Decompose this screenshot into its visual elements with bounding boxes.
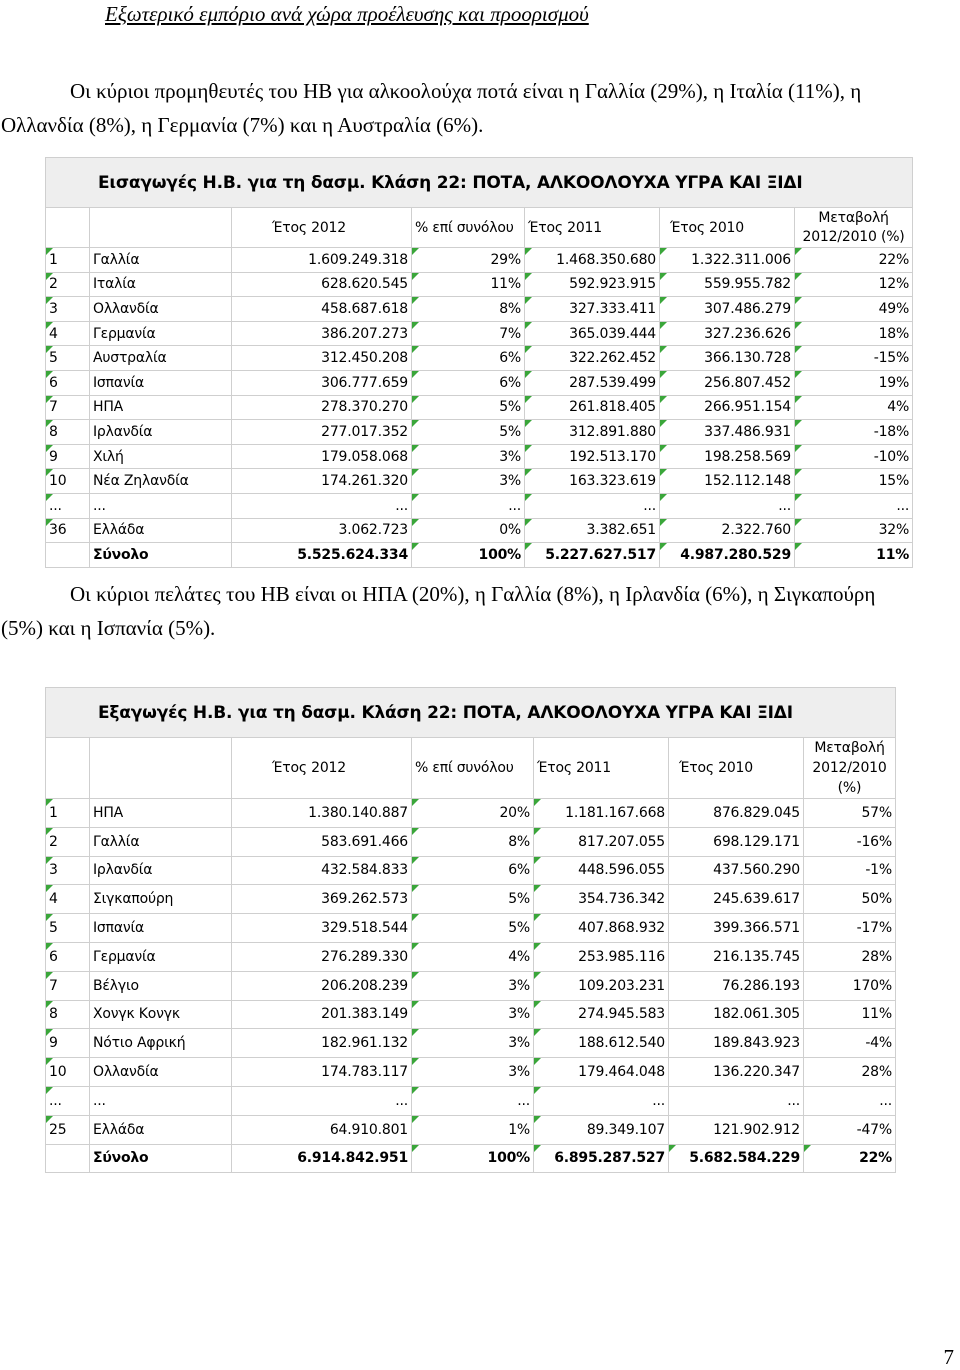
year-2012-cell: ... xyxy=(232,493,412,518)
year-2011-cell: 407.868.932 xyxy=(534,914,669,943)
country-cell: Γαλλία xyxy=(90,827,232,856)
header-year-2010: Έτος 2010 xyxy=(669,738,804,799)
year-2011-cell: 365.039.444 xyxy=(525,321,660,346)
year-2012-cell: 3.062.723 xyxy=(232,518,412,543)
change-cell: 170% xyxy=(804,971,896,1000)
share-cell: 8% xyxy=(412,827,534,856)
year-2010-cell: 245.639.617 xyxy=(669,885,804,914)
table-row xyxy=(46,1115,896,1144)
rank-cell: 36 xyxy=(46,518,90,543)
year-2011-cell: 253.985.116 xyxy=(534,942,669,971)
header-year-2012: Έτος 2012 xyxy=(232,208,412,248)
rank-cell: 2 xyxy=(46,827,90,856)
change-cell: 28% xyxy=(804,1058,896,1087)
change-cell: 32% xyxy=(795,518,913,543)
country-cell: Ελλάδα xyxy=(90,518,232,543)
share-cell: 3% xyxy=(412,1058,534,1087)
year-2011-cell: 89.349.107 xyxy=(534,1115,669,1144)
table-row xyxy=(46,1000,896,1029)
table-row xyxy=(46,1086,896,1115)
total-year-2010: 4.987.280.529 xyxy=(660,543,795,568)
change-cell: 18% xyxy=(795,321,913,346)
table-row xyxy=(46,1058,896,1087)
rank-cell: 4 xyxy=(46,885,90,914)
change-cell: 57% xyxy=(804,799,896,828)
share-cell: 3% xyxy=(412,469,525,494)
country-cell: Ισπανία xyxy=(90,370,232,395)
table-row xyxy=(46,799,896,828)
share-cell: 5% xyxy=(412,885,534,914)
section-heading: Εξωτερικό εμπόριο ανά χώρα προέλευσης και προορισμού xyxy=(105,2,589,26)
year-2011-cell: 109.203.231 xyxy=(534,971,669,1000)
imports-table xyxy=(45,157,913,568)
total-rank-cell xyxy=(46,543,90,568)
year-2011-cell: 163.323.619 xyxy=(525,469,660,494)
rank-cell: ... xyxy=(46,493,90,518)
rank-cell: 25 xyxy=(46,1115,90,1144)
country-cell: ΗΠΑ xyxy=(90,799,232,828)
year-2010-cell: 437.560.290 xyxy=(669,856,804,885)
country-cell: ... xyxy=(90,1086,232,1115)
table-row xyxy=(46,885,896,914)
change-cell: -15% xyxy=(795,346,913,371)
change-cell: ... xyxy=(795,493,913,518)
change-cell: -10% xyxy=(795,444,913,469)
year-2012-cell: 369.262.573 xyxy=(232,885,412,914)
total-change: 11% xyxy=(795,543,913,568)
rank-cell: 7 xyxy=(46,395,90,420)
total-year-2011: 5.227.627.517 xyxy=(525,543,660,568)
change-cell: -47% xyxy=(804,1115,896,1144)
table-row xyxy=(46,1029,896,1058)
year-2012-cell: 277.017.352 xyxy=(232,420,412,445)
table-row xyxy=(46,856,896,885)
year-2011-cell: 1.181.167.668 xyxy=(534,799,669,828)
total-year-2010: 5.682.584.229 xyxy=(669,1144,804,1173)
rank-cell: 6 xyxy=(46,942,90,971)
share-cell: 3% xyxy=(412,444,525,469)
country-cell: Χιλή xyxy=(90,444,232,469)
year-2012-cell: 174.783.117 xyxy=(232,1058,412,1087)
table-row xyxy=(46,272,913,297)
year-2010-cell: 399.366.571 xyxy=(669,914,804,943)
year-2011-cell: 448.596.055 xyxy=(534,856,669,885)
year-2010-cell: 559.955.782 xyxy=(660,272,795,297)
header-rank xyxy=(46,738,90,799)
imports-table-body xyxy=(46,248,913,568)
change-cell: 22% xyxy=(795,248,913,273)
table-row xyxy=(46,420,913,445)
exports-table xyxy=(45,687,896,1173)
share-cell: 8% xyxy=(412,297,525,322)
table-row xyxy=(46,444,913,469)
change-cell: 4% xyxy=(795,395,913,420)
year-2011-cell: 817.207.055 xyxy=(534,827,669,856)
total-year-2012: 5.525.624.334 xyxy=(232,543,412,568)
share-cell: 7% xyxy=(412,321,525,346)
year-2010-cell: 136.220.347 xyxy=(669,1058,804,1087)
share-cell: ... xyxy=(412,1086,534,1115)
share-cell: 29% xyxy=(412,248,525,273)
paragraph-line: Οι κύριοι πελάτες του ΗΒ είναι οι ΗΠΑ (20%), η Γαλλία (8%), η Ιρλανδία (6%), η Σιγκαπούρη xyxy=(70,582,876,606)
change-cell: 28% xyxy=(804,942,896,971)
rank-cell: 3 xyxy=(46,297,90,322)
country-cell: Ισπανία xyxy=(90,914,232,943)
year-2011-cell: ... xyxy=(525,493,660,518)
year-2011-cell: 274.945.583 xyxy=(534,1000,669,1029)
year-2010-cell: 307.486.279 xyxy=(660,297,795,322)
country-cell: Γερμανία xyxy=(90,321,232,346)
table-row xyxy=(46,914,896,943)
page-number: 7 xyxy=(943,1345,954,1369)
exports-table-title: Εξαγωγές Η.Β. για τη δασμ. Κλάση 22: ΠΟΤΑ, ΑΛΚΟΟΛΟΥΧΑ ΥΓΡΑ ΚΑΙ ΞΙΔΙ xyxy=(46,688,896,738)
country-cell: Γερμανία xyxy=(90,942,232,971)
year-2010-cell: 121.902.912 xyxy=(669,1115,804,1144)
country-cell: ... xyxy=(90,493,232,518)
year-2011-cell: 312.891.880 xyxy=(525,420,660,445)
country-cell: Ιρλανδία xyxy=(90,856,232,885)
share-cell: 6% xyxy=(412,856,534,885)
share-cell: 3% xyxy=(412,1029,534,1058)
year-2010-cell: 256.807.452 xyxy=(660,370,795,395)
header-year-2011: Έτος 2011 xyxy=(525,208,660,248)
year-2012-cell: 432.584.833 xyxy=(232,856,412,885)
exports-intro-paragraph xyxy=(0,577,960,645)
table-row xyxy=(46,248,913,273)
year-2010-cell: ... xyxy=(669,1086,804,1115)
year-2011-cell: 188.612.540 xyxy=(534,1029,669,1058)
imports-table-title: Εισαγωγές Η.Β. για τη δασμ. Κλάση 22: ΠΟΤΑ, ΑΛΚΟΟΛΟΥΧΑ ΥΓΡΑ ΚΑΙ ΞΙΔΙ xyxy=(46,158,913,208)
year-2010-cell: 698.129.171 xyxy=(669,827,804,856)
header-year-2010: Έτος 2010 xyxy=(660,208,795,248)
total-share: 100% xyxy=(412,543,525,568)
rank-cell: 7 xyxy=(46,971,90,1000)
change-cell: -4% xyxy=(804,1029,896,1058)
exports-table-body xyxy=(46,799,896,1173)
table-row xyxy=(46,518,913,543)
year-2010-cell: 189.843.923 xyxy=(669,1029,804,1058)
rank-cell: 6 xyxy=(46,370,90,395)
paragraph-line: Ολλανδία (8%), η Γερμανία (7%) και η Αυστραλία (6%). xyxy=(1,113,484,137)
paragraph-line: (5%) και η Ισπανία (5%). xyxy=(1,616,216,640)
total-change: 22% xyxy=(804,1144,896,1173)
table-row xyxy=(46,395,913,420)
year-2010-cell: 152.112.148 xyxy=(660,469,795,494)
table-row xyxy=(46,297,913,322)
year-2012-cell: 174.261.320 xyxy=(232,469,412,494)
year-2012-cell: 386.207.273 xyxy=(232,321,412,346)
year-2012-cell: 64.910.801 xyxy=(232,1115,412,1144)
header-share: % επί συνόλου xyxy=(412,738,534,799)
share-cell: 1% xyxy=(412,1115,534,1144)
year-2010-cell: 198.258.569 xyxy=(660,444,795,469)
country-cell: Σιγκαπούρη xyxy=(90,885,232,914)
header-change: Μεταβολή 2012/2010 (%) xyxy=(804,738,896,799)
year-2012-cell: 329.518.544 xyxy=(232,914,412,943)
header-year-2011: Έτος 2011 xyxy=(534,738,669,799)
country-cell: Γαλλία xyxy=(90,248,232,273)
header-share: % επί συνόλου xyxy=(412,208,525,248)
total-share: 100% xyxy=(412,1144,534,1173)
share-cell: 6% xyxy=(412,346,525,371)
header-country xyxy=(90,738,232,799)
year-2011-cell: 592.923.915 xyxy=(525,272,660,297)
year-2010-cell: 182.061.305 xyxy=(669,1000,804,1029)
change-cell: -16% xyxy=(804,827,896,856)
country-cell: Ιταλία xyxy=(90,272,232,297)
country-cell: Ελλάδα xyxy=(90,1115,232,1144)
change-cell: 49% xyxy=(795,297,913,322)
year-2010-cell: 216.135.745 xyxy=(669,942,804,971)
header-rank xyxy=(46,208,90,248)
change-cell: ... xyxy=(804,1086,896,1115)
year-2011-cell: 354.736.342 xyxy=(534,885,669,914)
country-cell: Χονγκ Κονγκ xyxy=(90,1000,232,1029)
table-row xyxy=(46,971,896,1000)
share-cell: 5% xyxy=(412,420,525,445)
rank-cell: 9 xyxy=(46,444,90,469)
year-2012-cell: ... xyxy=(232,1086,412,1115)
change-cell: -18% xyxy=(795,420,913,445)
year-2012-cell: 1.380.140.887 xyxy=(232,799,412,828)
year-2011-cell: ... xyxy=(534,1086,669,1115)
rank-cell: 10 xyxy=(46,1058,90,1087)
year-2012-cell: 306.777.659 xyxy=(232,370,412,395)
share-cell: 3% xyxy=(412,1000,534,1029)
total-row xyxy=(46,543,913,568)
table-row xyxy=(46,827,896,856)
year-2010-cell: ... xyxy=(660,493,795,518)
country-cell: Ολλανδία xyxy=(90,297,232,322)
rank-cell: 9 xyxy=(46,1029,90,1058)
year-2010-cell: 1.322.311.006 xyxy=(660,248,795,273)
share-cell: 0% xyxy=(412,518,525,543)
rank-cell: 4 xyxy=(46,321,90,346)
country-cell: Ολλανδία xyxy=(90,1058,232,1087)
year-2011-cell: 1.468.350.680 xyxy=(525,248,660,273)
table-row xyxy=(46,321,913,346)
table-row xyxy=(46,370,913,395)
year-2011-cell: 287.539.499 xyxy=(525,370,660,395)
country-cell: Ιρλανδία xyxy=(90,420,232,445)
year-2012-cell: 182.961.132 xyxy=(232,1029,412,1058)
share-cell: 20% xyxy=(412,799,534,828)
rank-cell: 5 xyxy=(46,914,90,943)
change-cell: -1% xyxy=(804,856,896,885)
year-2011-cell: 192.513.170 xyxy=(525,444,660,469)
country-cell: Νέα Ζηλανδία xyxy=(90,469,232,494)
share-cell: 5% xyxy=(412,395,525,420)
year-2012-cell: 583.691.466 xyxy=(232,827,412,856)
year-2011-cell: 3.382.651 xyxy=(525,518,660,543)
table-row xyxy=(46,346,913,371)
rank-cell: 5 xyxy=(46,346,90,371)
change-cell: 19% xyxy=(795,370,913,395)
year-2011-cell: 327.333.411 xyxy=(525,297,660,322)
change-cell: 50% xyxy=(804,885,896,914)
country-cell: Αυστραλία xyxy=(90,346,232,371)
paragraph-line: Οι κύριοι προμηθευτές του ΗΒ για αλκοολούχα ποτά είναι η Γαλλία (29%), η Ιταλία (11%), η xyxy=(70,79,862,103)
rank-cell: 8 xyxy=(46,420,90,445)
share-cell: ... xyxy=(412,493,525,518)
table-row xyxy=(46,942,896,971)
year-2012-cell: 179.058.068 xyxy=(232,444,412,469)
total-label: Σύνολο xyxy=(90,1144,232,1173)
rank-cell: ... xyxy=(46,1086,90,1115)
year-2010-cell: 876.829.045 xyxy=(669,799,804,828)
year-2012-cell: 312.450.208 xyxy=(232,346,412,371)
header-change: Μεταβολή 2012/2010 (%) xyxy=(795,208,913,248)
rank-cell: 1 xyxy=(46,248,90,273)
share-cell: 6% xyxy=(412,370,525,395)
rank-cell: 10 xyxy=(46,469,90,494)
year-2011-cell: 179.464.048 xyxy=(534,1058,669,1087)
share-cell: 4% xyxy=(412,942,534,971)
total-row xyxy=(46,1144,896,1173)
share-cell: 11% xyxy=(412,272,525,297)
year-2010-cell: 366.130.728 xyxy=(660,346,795,371)
rank-cell: 1 xyxy=(46,799,90,828)
year-2010-cell: 327.236.626 xyxy=(660,321,795,346)
imports-intro-paragraph xyxy=(0,74,960,142)
year-2010-cell: 2.322.760 xyxy=(660,518,795,543)
change-cell: 11% xyxy=(804,1000,896,1029)
total-rank-cell xyxy=(46,1144,90,1173)
table-row xyxy=(46,493,913,518)
year-2011-cell: 261.818.405 xyxy=(525,395,660,420)
rank-cell: 2 xyxy=(46,272,90,297)
year-2012-cell: 458.687.618 xyxy=(232,297,412,322)
rank-cell: 3 xyxy=(46,856,90,885)
year-2010-cell: 337.486.931 xyxy=(660,420,795,445)
table-row xyxy=(46,469,913,494)
year-2010-cell: 76.286.193 xyxy=(669,971,804,1000)
header-year-2012: Έτος 2012 xyxy=(232,738,412,799)
year-2012-cell: 276.289.330 xyxy=(232,942,412,971)
share-cell: 3% xyxy=(412,971,534,1000)
year-2012-cell: 278.370.270 xyxy=(232,395,412,420)
year-2012-cell: 1.609.249.318 xyxy=(232,248,412,273)
total-label: Σύνολο xyxy=(90,543,232,568)
year-2012-cell: 206.208.239 xyxy=(232,971,412,1000)
total-year-2012: 6.914.842.951 xyxy=(232,1144,412,1173)
change-cell: -17% xyxy=(804,914,896,943)
total-year-2011: 6.895.287.527 xyxy=(534,1144,669,1173)
year-2011-cell: 322.262.452 xyxy=(525,346,660,371)
share-cell: 5% xyxy=(412,914,534,943)
header-country xyxy=(90,208,232,248)
country-cell: Νότιο Αφρική xyxy=(90,1029,232,1058)
year-2012-cell: 628.620.545 xyxy=(232,272,412,297)
change-cell: 15% xyxy=(795,469,913,494)
year-2010-cell: 266.951.154 xyxy=(660,395,795,420)
year-2012-cell: 201.383.149 xyxy=(232,1000,412,1029)
country-cell: Βέλγιο xyxy=(90,971,232,1000)
change-cell: 12% xyxy=(795,272,913,297)
rank-cell: 8 xyxy=(46,1000,90,1029)
country-cell: ΗΠΑ xyxy=(90,395,232,420)
